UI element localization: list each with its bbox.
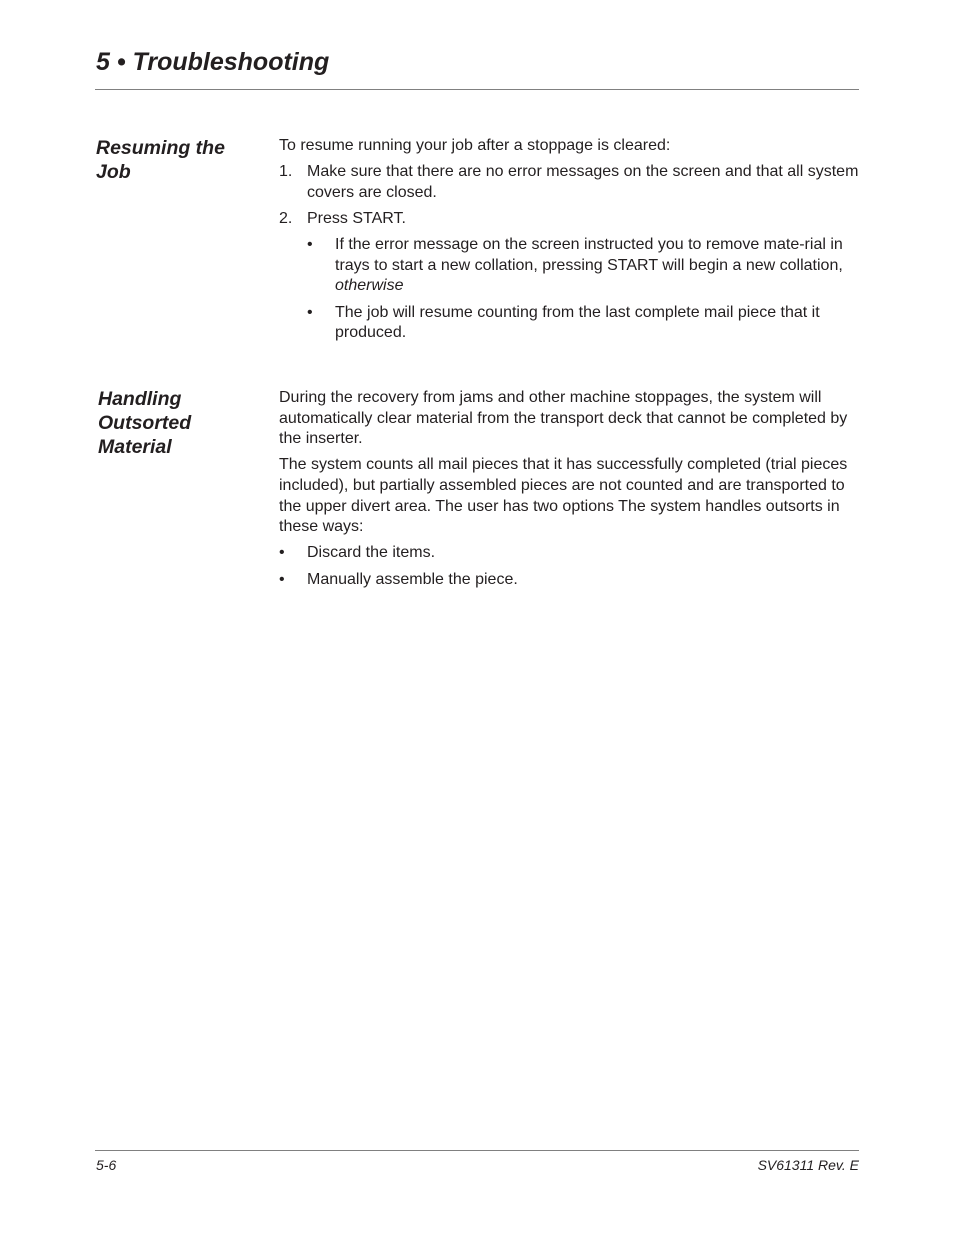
section-heading-resuming-job bbox=[96, 136, 225, 184]
step-item bbox=[279, 209, 859, 230]
sub-bullet-item bbox=[279, 235, 859, 297]
section-heading-outsorted-material bbox=[98, 387, 191, 459]
bullet-glyph: • bbox=[307, 236, 313, 254]
intro-paragraph: To resume running your job after a stoppage is cleared: bbox=[279, 137, 671, 154]
step-text: Press START. bbox=[307, 209, 406, 227]
paragraph: During the recovery from jams and other machine stoppages, the system will automatically clear material from the transport deck that cannot be completed by the inserter. bbox=[279, 389, 848, 448]
heading-line: Handling bbox=[98, 388, 182, 410]
outsorted-material-body bbox=[279, 388, 859, 596]
bullet-text-main: If the error message on the screen instructed you to remove mate-rial in trays to start a new collation, pressing START will begin a new collation, bbox=[335, 236, 843, 274]
sub-bullet-item bbox=[279, 303, 859, 344]
document-id: SV61311 Rev. E bbox=[757, 1157, 859, 1173]
bullet-text-emphasis: otherwise bbox=[335, 277, 404, 295]
bullet-text: Discard the items. bbox=[307, 544, 436, 562]
chapter-title: 5 • Troubleshooting bbox=[96, 48, 330, 76]
page-number: 5-6 bbox=[96, 1157, 117, 1173]
bullet-glyph: • bbox=[279, 544, 285, 562]
bullet-text bbox=[335, 235, 859, 297]
bullet-item bbox=[279, 570, 859, 591]
step-text: Make sure that there are no error messages on the screen and that all system covers are closed. bbox=[307, 163, 859, 201]
paragraph: The system counts all mail pieces that it has successfully completed (trial pieces included), but partially assembled pieces are not counted and are transported to the upper divert area. The user has two options The system handles outsorts in these ways: bbox=[279, 456, 848, 536]
heading-line: Material bbox=[98, 436, 172, 458]
heading-line: Resuming the bbox=[96, 137, 225, 159]
step-number: 1. bbox=[279, 163, 293, 181]
bullet-glyph: • bbox=[307, 303, 313, 321]
footer-rule bbox=[95, 1150, 859, 1151]
header-rule bbox=[95, 89, 859, 90]
bullet-text: The job will resume counting from the last complete mail piece that it produced. bbox=[335, 303, 820, 342]
bullet-text: Manually assemble the piece. bbox=[307, 570, 518, 588]
heading-line: Job bbox=[96, 161, 131, 183]
bullet-glyph: • bbox=[279, 570, 285, 588]
heading-line: Outsorted bbox=[98, 412, 192, 434]
step-number: 2. bbox=[279, 209, 293, 227]
step-item bbox=[279, 162, 859, 203]
resuming-job-body bbox=[279, 136, 859, 349]
bullet-item bbox=[279, 543, 859, 564]
